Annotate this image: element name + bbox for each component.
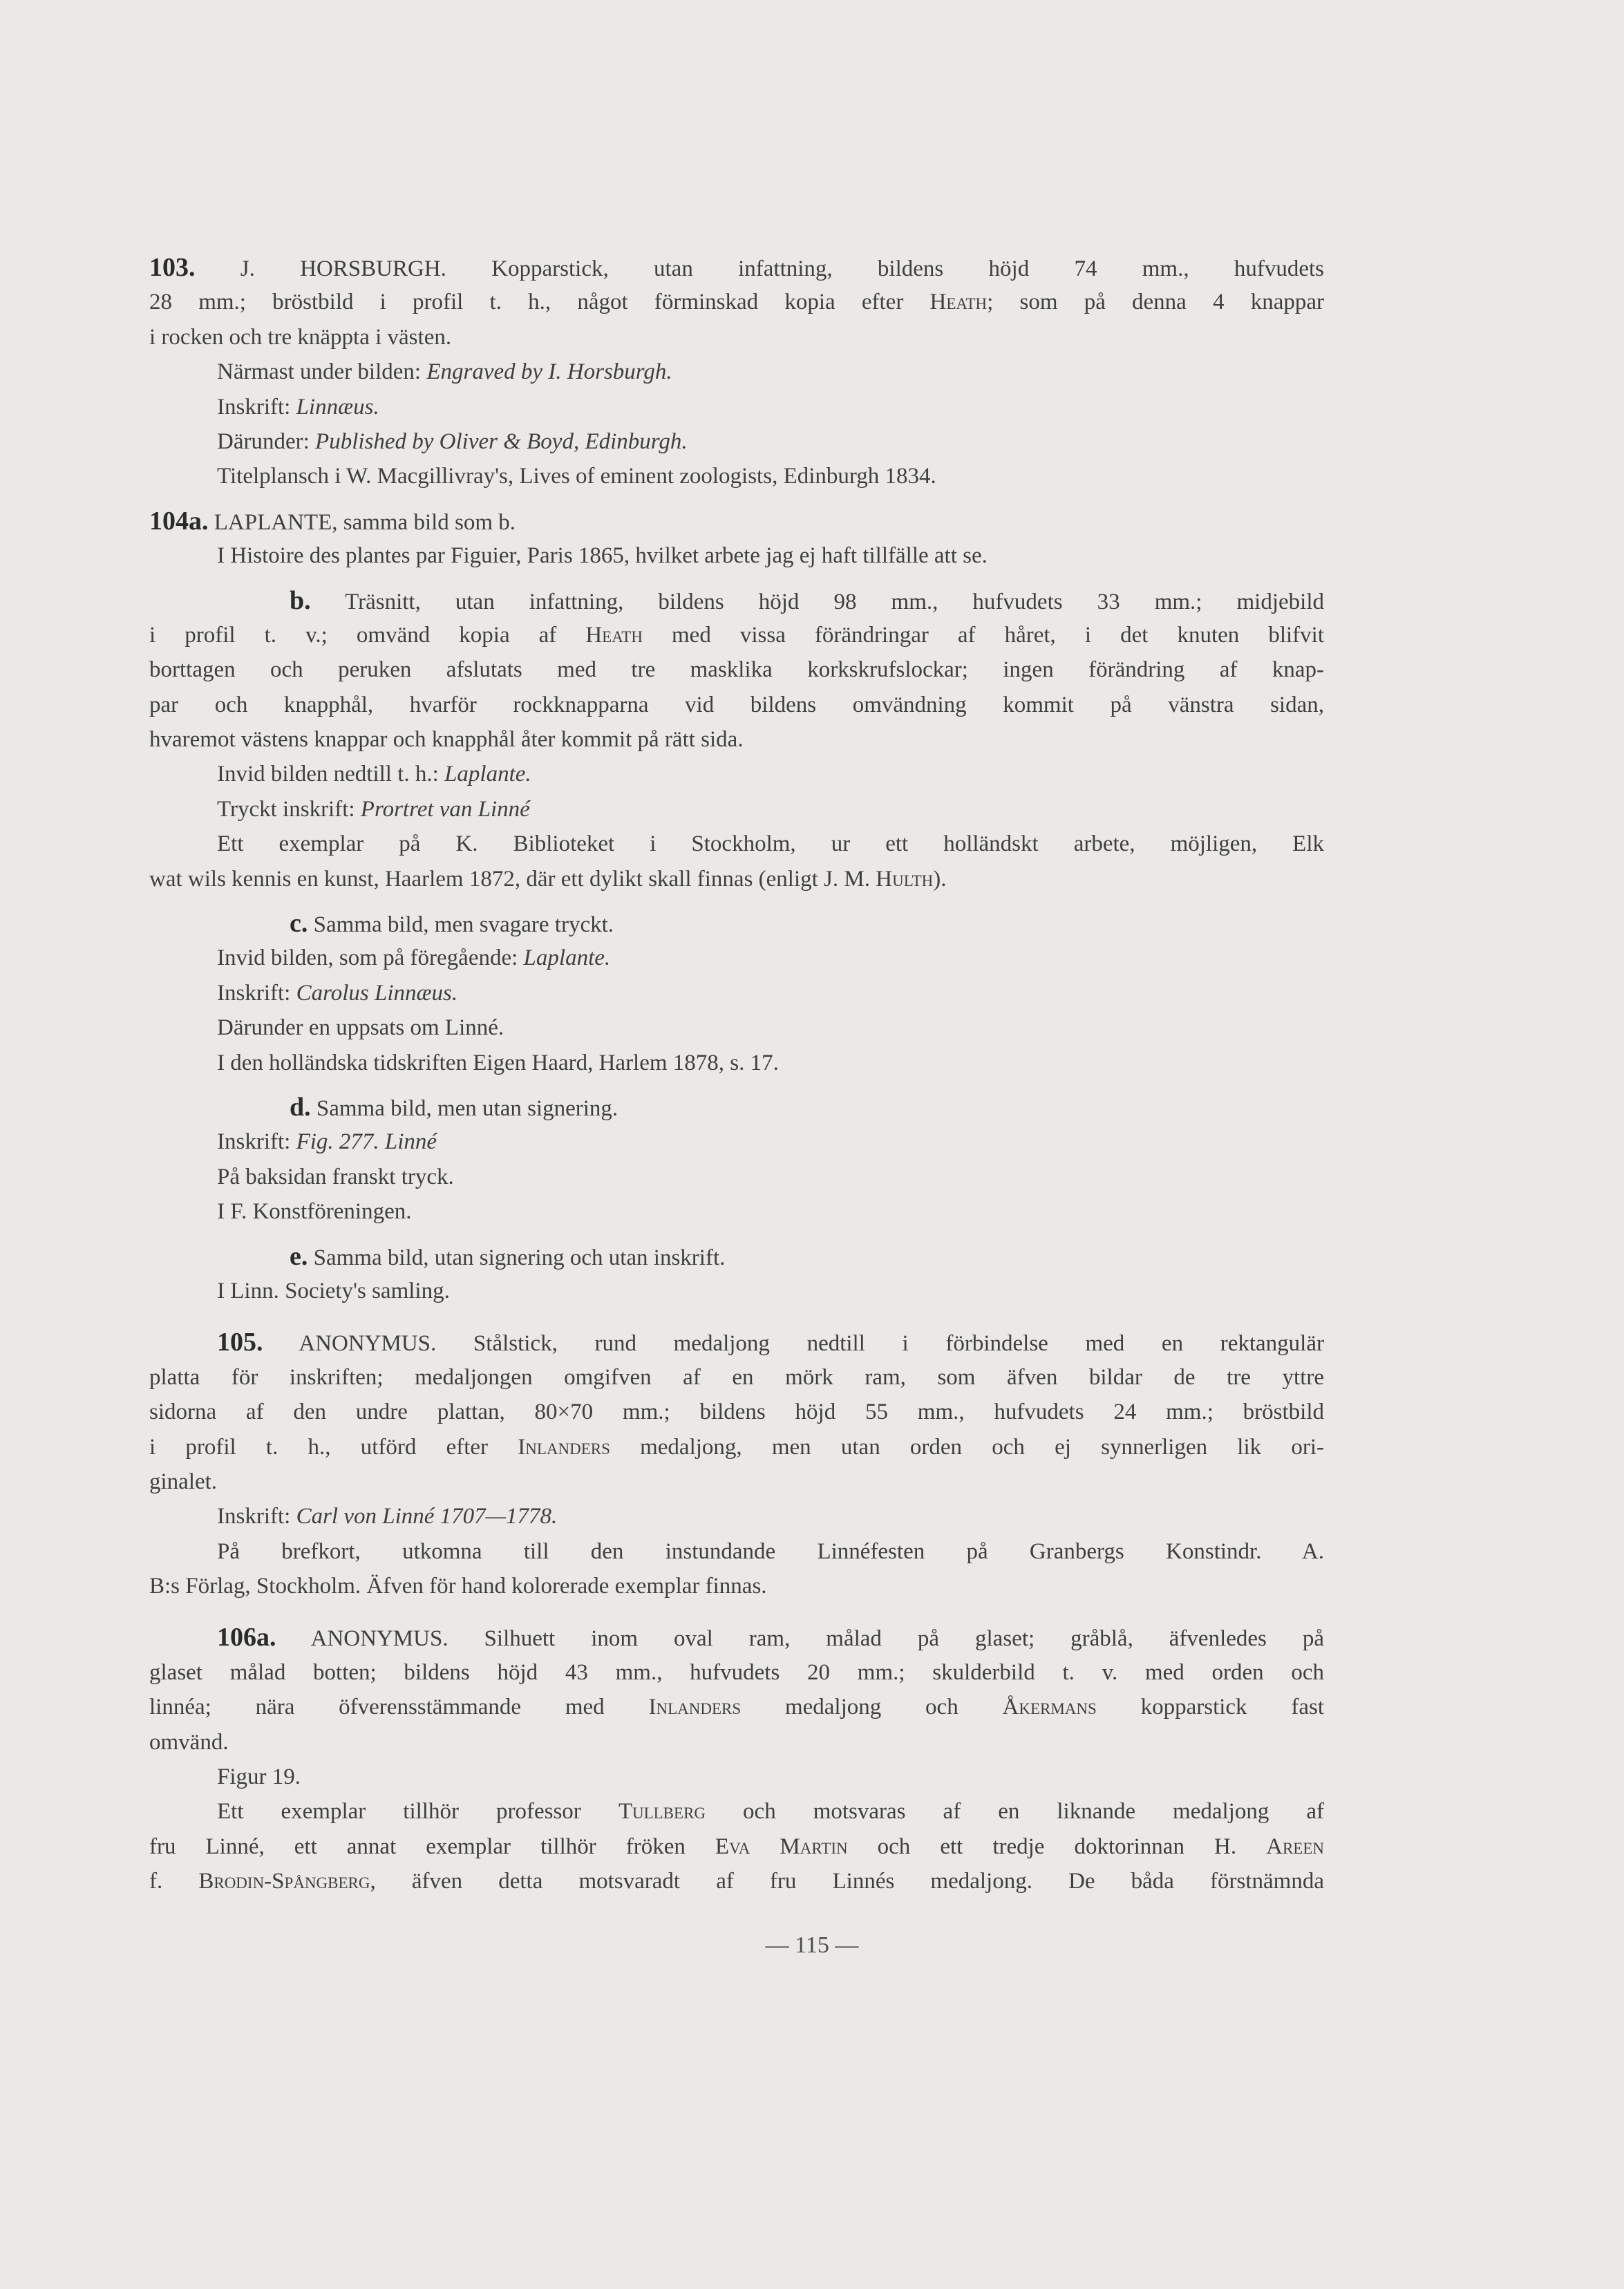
- text-line: Figur 19.: [217, 1764, 301, 1790]
- text-line: i profil t. v.; omvänd kopia af Heath med vissa förändringar af håret, i det knuten blifvit: [149, 622, 1324, 648]
- text-line: fru Linné, ett annat exemplar tillhör fröken Eva Martin och ett tredje doktorinnan H. Areen: [149, 1834, 1324, 1859]
- author-name: Hulth: [876, 866, 934, 892]
- entry-number: 106: [217, 1623, 256, 1652]
- sub-label: a.: [189, 506, 209, 536]
- text-line: Ett exemplar på K. Biblioteket i Stockholm, ur ett holländskt arbete, möjligen, Elk: [217, 831, 1324, 857]
- text-line: Därunder en uppsats om Linné.: [217, 1015, 504, 1041]
- text-line: ginalet.: [149, 1469, 218, 1494]
- text-line: omvänd.: [149, 1729, 229, 1755]
- text-line: Inskrift: Carl von Linné 1707—1778.: [217, 1504, 558, 1529]
- author-name: Åkermans: [1002, 1695, 1097, 1720]
- text-line: 105. ANONYMUS. Stålstick, rund medaljong nedtill i förbindelse med en rektangulär: [217, 1328, 1324, 1357]
- text-line: Titelplansch i W. Macgillivray's, Lives of eminent zoologists, Edinburgh 1834.: [217, 464, 936, 489]
- text-line: I Histoire des plantes par Figuier, Paris 1865, hvilket arbete jag ej haft tillfälle att se.: [217, 543, 988, 569]
- entry-number: 103.: [149, 253, 196, 282]
- text-line: Därunder: Published by Oliver & Boyd, Edinburgh.: [217, 428, 688, 454]
- text-line: I F. Konstföreningen.: [217, 1199, 412, 1225]
- sub-label: a.: [256, 1623, 276, 1652]
- text-line: i profil t. h., utförd efter Inlanders medaljong, men utan orden och ej synnerligen lik ori-: [149, 1434, 1324, 1460]
- entry-103: [149, 250, 1324, 494]
- text-line: B:s Förlag, Stockholm. Äfven för hand kolorerade exemplar finnas.: [149, 1574, 767, 1599]
- author-name: Inlanders: [648, 1695, 742, 1720]
- text-line: i rocken och tre knäppta i västen.: [149, 324, 452, 350]
- entry-104: [149, 504, 1324, 1309]
- text-line: Tryckt inskrift: Prortret van Linné: [217, 796, 530, 822]
- text-line: linnéa; nära öfverensstämmande med Inlanders medaljong och Åkermans kopparstick fast: [149, 1695, 1324, 1720]
- entry-106: [149, 1620, 1324, 1899]
- entry-number: 105.: [217, 1328, 263, 1357]
- text-line: hvaremot västens knappar och knapphål åter kommit på rätt sida.: [149, 727, 744, 753]
- text-line: b. Träsnitt, utan infattning, bildens höjd 98 mm., hufvudets 33 mm.; midjebild: [290, 585, 1324, 615]
- text-line: På baksidan franskt tryck.: [217, 1164, 454, 1189]
- author-name: Inlanders: [518, 1434, 610, 1460]
- author-name: Heath: [585, 622, 643, 648]
- author-name: Brodin-Spångberg: [198, 1869, 370, 1894]
- sub-label: e.: [290, 1241, 308, 1271]
- text-line: 106a. ANONYMUS. Silhuett inom oval ram, målad på glaset; gråblå, äfvenledes på: [217, 1623, 1324, 1652]
- text-line: Inskrift: Linnæus.: [217, 394, 379, 420]
- text-line: Inskrift: Fig. 277. Linné: [217, 1129, 437, 1155]
- sub-label: d.: [290, 1092, 311, 1122]
- entry-number: 104: [149, 506, 189, 536]
- text-line: Närmast under bilden: Engraved by I. Horsburgh.: [217, 359, 672, 385]
- author-name: Heath: [929, 290, 988, 315]
- author-name: Eva Martin: [715, 1834, 848, 1859]
- text-line: Invid bilden, som på föregående: Laplante.: [217, 945, 611, 971]
- text-line: glaset målad botten; bildens höjd 43 mm., hufvudets 20 mm.; skulderbild t. v. med orden och: [149, 1659, 1324, 1685]
- text-line: Ett exemplar tillhör professor Tullberg och motsvaras af en liknande medaljong af: [217, 1799, 1324, 1825]
- text-line: d. Samma bild, men utan signering.: [290, 1092, 619, 1122]
- text-line: Invid bilden nedtill t. h.: Laplante.: [217, 762, 531, 787]
- text-line: På brefkort, utkomna till den instundande Linnéfesten på Granbergs Konstindr. A.: [217, 1538, 1324, 1564]
- text-line: Inskrift: Carolus Linnæus.: [217, 980, 458, 1006]
- text-line: platta för inskriften; medaljongen omgifven af en mörk ram, som äfven bildar de tre yttre: [149, 1364, 1324, 1390]
- text-line: borttagen och peruken afslutats med tre masklika korkskrufslockar; ingen förändring af knap-: [149, 657, 1324, 683]
- text-line: wat wils kennis en kunst, Haarlem 1872, där ett dylikt skall finnas (enligt J. M. Hulth).: [149, 866, 947, 892]
- author-name: Tullberg: [618, 1799, 706, 1825]
- text-line: I den holländska tidskriften Eigen Haard, Harlem 1878, s. 17.: [217, 1050, 779, 1075]
- sub-label: c.: [290, 909, 308, 939]
- text-line: I Linn. Society's samling.: [217, 1278, 450, 1303]
- text-line: f. Brodin-Spångberg, äfven detta motsvaradt af fru Linnés medaljong. De båda förstnämnda: [149, 1869, 1324, 1894]
- text-line: c. Samma bild, men svagare tryckt.: [290, 909, 614, 939]
- text-line: 104a. LAPLANTE, samma bild som b.: [149, 506, 516, 536]
- text-line: 103. J. HORSBURGH. Kopparstick, utan infattning, bildens höjd 74 mm., hufvudets: [149, 253, 1324, 282]
- entry-105: [149, 1325, 1324, 1603]
- text-line: e. Samma bild, utan signering och utan inskrift.: [290, 1241, 726, 1271]
- text-line: 28 mm.; bröstbild i profil t. h., något förminskad kopia efter Heath; som på denna 4 knappar: [149, 290, 1324, 315]
- text-line: par och knapphål, hvarför rockknapparna vid bildens omvändning kommit på vänstra sidan,: [149, 692, 1324, 717]
- author-name: Areen: [1266, 1834, 1324, 1859]
- sub-label: b.: [290, 585, 311, 615]
- text-line: sidorna af den undre plattan, 80×70 mm.; bildens höjd 55 mm., hufvudets 24 mm.; bröstbild: [149, 1400, 1324, 1425]
- page-number: — 115 —: [765, 1932, 859, 1958]
- page-body: [149, 250, 1324, 1899]
